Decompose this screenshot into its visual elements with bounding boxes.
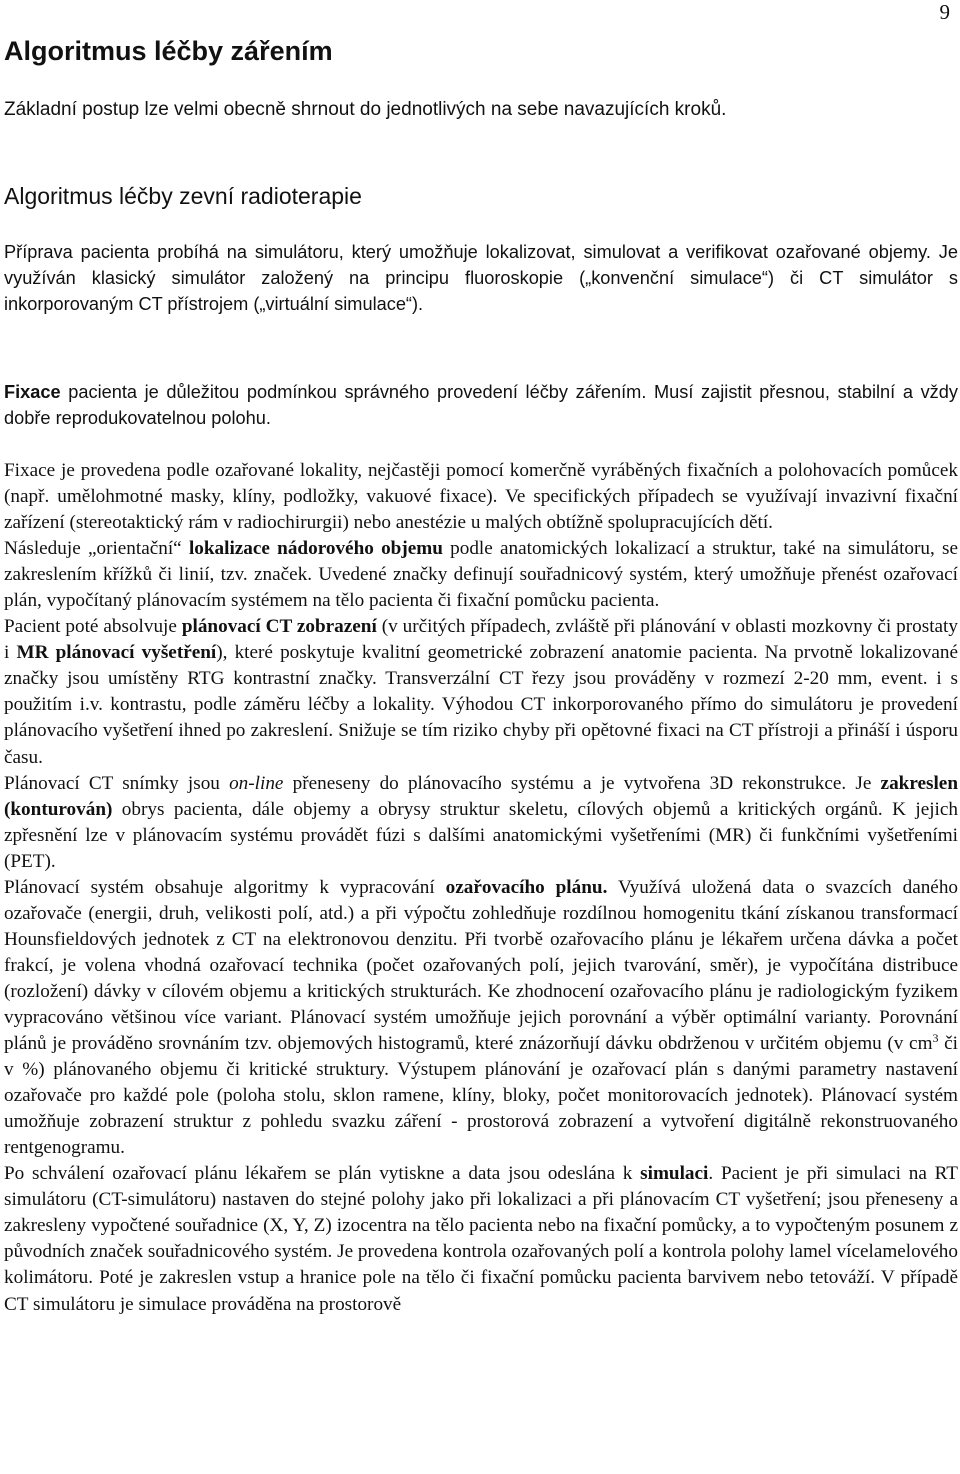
text-run: . Pacient je při simulaci na RT simulátoru (CT-simulátoru) nastaven do stejné polohy jako při lokalizaci a při plánovacím CT vyšetření; jsou přeneseny a zakresleny vypočtené souřadnice (X, Y, Z) izocentra na tělo pacienta nebo na fixační pomůcky, a to vypočteným posunem z původních značek souřadnicového systém. Je provedena kontrola ozařovaných polí a kontrola polohy lamel vícelamelového kolimátoru. Poté je zakreslen vstup a hranice pole na tělo či fixační pomůcku pacienta barvivem nebo tetováží. V případě CT simulátoru je simulace prováděna na prostorově (4, 1163, 959, 1315)
term-mr-vysetreni: MR plánovací vyšetření (16, 642, 217, 664)
text-run: Fixace je provedena podle ozařované lokality, nejčastěji pomocí komerčně vyráběných fixačních a polohovacích pomůcek (např. umělohmotné masky, klíny, podložky, vakuové fixace). Ve specifických případech se využívají invazivní fixační zařízení (stereotaktický rám v radiochirurgii) nebo anestézie u malých obtížně spolupracujících dětí. (4, 460, 958, 534)
paragraph-ozarovaci-plan (4, 875, 958, 1162)
text-run: Po schválení ozařovací plánu lékařem se plán vytiskne a data jsou odeslána k (4, 1163, 641, 1185)
text-run: Pacient poté absolvuje (4, 616, 182, 638)
term-lokalizace: lokalizace nádorového objemu (188, 538, 443, 560)
paragraph-fixace-text: pacienta je důležitou podmínkou správného provedení léčby zářením. Musí zajistit přesnou, stabilní a vždy dobře reprodukovatelnou polohu. (4, 382, 958, 428)
paragraph-snimky (4, 771, 958, 875)
term-fixace: Fixace (4, 382, 61, 402)
paragraph-lokalizace (4, 536, 958, 614)
paragraph-simulace (4, 1161, 958, 1317)
text-run: podle anatomických lokalizací a struktur, také na simulátoru, se zakreslením křížků či linií, tzv. značek. Uvedené značky definují souřadnicový systém, který umožňuje přenést ozařovací plán, vypočítaný plánovacím systémem na tělo pacienta či fixační pomůcku pacienta. (4, 538, 958, 612)
text-run: Plánovací systém obsahuje algoritmy k vypracování (4, 876, 446, 898)
text-run: přeneseny do plánovacího systému a je vytvořena 3D rekonstrukce. Je (283, 772, 881, 794)
intro-paragraph: Základní postup lze velmi obecně shrnout do jednotlivých na sebe navazujících kroků. (4, 99, 727, 120)
text-run: Následuje „orientační“ (4, 538, 189, 560)
text-run: Využívá uložená data o svazcích daného ozařovače (energii, druh, velikosti polí, atd.) a při výpočtu zohledňuje rozdílnou homogenitu tkání získanou transformací Hounsfieldových jednotek z CT na elektronovou denzitu. Při tvorbě ozařovacího plánu je lékařem určena dávka a počet frakcí, je volena vhodná ozařovací technika (počet ozařovaných polí, jejich tvarování, směr), je vypočítána distribuce (rozložení) dávky v cílovém objemu a kritických strukturách. Ke zhodnocení ozařovacího plánu je radiologickým fyzikem vypracováno většinou více variant. Plánovací systém umožňuje jejich porovnání a výběr optimální varianty. Porovnání plánů je prováděno srovnáním tzv. objemových histogramů, které znázorňují dávku obdrženou v určitém objemu (v cm (4, 876, 959, 1055)
term-ozarovaci-plan: ozařovacího plánu. (445, 876, 608, 898)
superscript: 3 (932, 1031, 939, 1046)
page-title: Algoritmus léčby zářením (4, 36, 333, 66)
text-run: či v %) plánovaného objemu či kritické struktury. Výstupem plánování je ozařovací plán s danými parametry nastavení ozařovače pro každé pole (poloha stolu, sklon ramene, klíny, bloky, počet monitorovacích jednotek). Plánovací systém umožňuje zobrazení struktur z pohledu svazku záření - prostorová zobrazení a vytvoření digitálně rekonstruovaného rentgenogramu. (4, 1033, 958, 1159)
paragraph-planovaci-ct (4, 614, 958, 770)
paragraph-simulator: Příprava pacienta probíhá na simulátoru, který umožňuje lokalizovat, simulovat a verifikovat ozařované objemy. Je využíván klasický simulátor založený na principu fluoroskopie („konvenční simulace“) či CT simulátor s inkorporovaným CT přístrojem („virtuální simulace“). (4, 242, 958, 314)
paragraph-fixace-detail (4, 458, 958, 536)
term-konturovan: zakreslen (konturován) (4, 772, 958, 820)
term-simulace: simulaci (640, 1163, 709, 1185)
text-run: (v určitých případech, zvláště při plánování v oblasti mozkovny či prostaty i (4, 616, 958, 664)
paragraph-fixace (4, 379, 958, 431)
page-number: 9 (939, 0, 950, 24)
text-run: Plánovací CT snímky jsou (4, 772, 230, 794)
body-text (4, 458, 958, 1318)
term-planovaci-ct: plánovací CT zobrazení (181, 616, 377, 638)
section-title: Algoritmus léčby zevní radioterapie (4, 183, 362, 209)
text-run: ), které poskytuje kvalitní geometrické zobrazení anatomie pacienta. Na prvotně lokalizované značky jsou umístěny RTG kontrastní značky. Transverzální CT řezy jsou prováděny v rozmezí 2-20 mm, event. i s použitím i.v. kontrastu, podle záměru léčby a lokality. Výhodou CT inkorporovaného přímo do simulátoru je provedení plánovacího vyšetření ihned po zakreslení. Snižuje se tím riziko chyby při opětovné fixaci na CT přístroji a přináší i úsporu času. (4, 642, 958, 768)
text-run: obrys pacienta, dále objemy a obrysy struktur skeletu, cílových objemů a kritických orgánů. K jejich zpřesnění lze v plánovacím systému provádět fúzi s dalšími anatomickými vyšetřeními (MR) či funkčními vyšetřeními (PET). (4, 798, 958, 872)
term-online: on-line (229, 772, 284, 794)
